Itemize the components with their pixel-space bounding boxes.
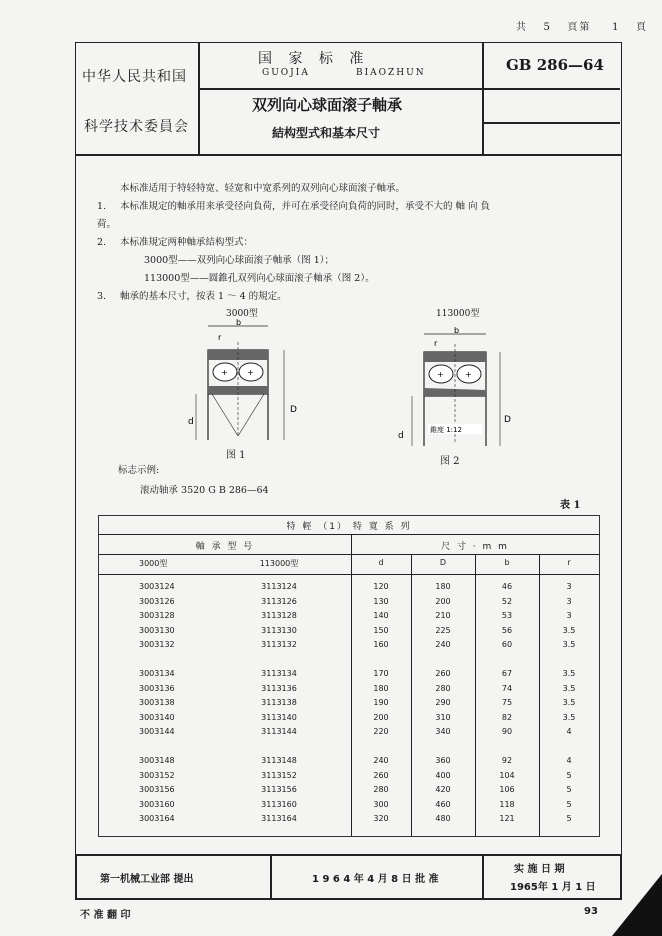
fig1-dim-r: r (218, 333, 222, 342)
table-cell: 3003164 (139, 814, 175, 824)
table-cell: 3113164 (261, 814, 297, 824)
approval-date: 1 9 6 4 年 4 月 8 日 批 准 (312, 874, 439, 885)
table-cell: 3003128 (139, 611, 175, 621)
table-cell: 3113144 (261, 727, 297, 737)
table-cell: 3113148 (261, 756, 297, 765)
table-cell: 140 (373, 611, 389, 621)
table-row (99, 669, 599, 683)
table-cell: 75 (501, 698, 513, 708)
table-cell: 3113160 (261, 799, 297, 809)
table-row (99, 800, 599, 814)
standard-code: GB 286—64 (506, 56, 604, 74)
marking-example: 滚动轴承 3520 G B 286—64 (140, 485, 269, 496)
table-cell: 5 (566, 799, 572, 809)
table-row (99, 785, 599, 799)
table-cell: 3003148 (139, 756, 175, 765)
doc-subtitle: 結构型式和基本尺寸 (272, 126, 381, 140)
table-cell: 3113136 (261, 683, 297, 693)
fig2-type-label: 113000型 (436, 309, 480, 319)
table-row (99, 727, 599, 741)
table-cell: 3.5 (562, 683, 576, 693)
table-cell: 90 (501, 727, 513, 737)
table-cell: 3113152 (261, 770, 297, 780)
table-cell: 160 (373, 640, 389, 650)
item-1: 1. 本标准規定的軸承用来承受径向負荷，并可在承受径向負荷的同时，承受不大的 軸 向 負 (97, 201, 491, 212)
fig1-dim-b: b (236, 318, 242, 327)
table-header-row: 3000型 113000型 d D b r (139, 558, 571, 568)
table-cell: 3003160 (139, 799, 175, 809)
no-reprint: 不 准 翻 印 (80, 910, 131, 921)
issuer-committee: 科学技术委員会 (84, 119, 189, 135)
table-cell: 4 (566, 756, 572, 765)
fig1-drawing (170, 316, 310, 444)
table-group-model: 軸 承 型 号 (195, 542, 255, 552)
table-cell: 150 (373, 625, 389, 635)
table-caption: 表 1 (560, 500, 581, 511)
svg-text:+: + (221, 368, 228, 377)
table-cell: 3 (566, 582, 572, 591)
table-cell: 67 (501, 669, 513, 678)
item-1-cont: 荷。 (97, 219, 117, 230)
table-cell: 3003124 (139, 582, 175, 591)
table-cell: 5 (566, 785, 572, 795)
table-cell: 225 (435, 625, 451, 635)
fig1-caption: 图 1 (226, 450, 246, 461)
table-cell: 420 (435, 785, 451, 795)
table-cell: 360 (435, 756, 451, 765)
table-cell: 3 (566, 611, 572, 621)
table-row (99, 582, 599, 596)
table-cell: 200 (373, 712, 389, 722)
header-divider-left (198, 42, 200, 154)
table-cell: 3003136 (139, 683, 175, 693)
fig1-dim-D: D (290, 405, 297, 415)
table-cell: 56 (501, 625, 513, 635)
intro-paragraph: 本标准适用于特轻特宽、轻宽和中宽系列的双列向心球面滚子軸承。 (120, 183, 406, 194)
table-cell: 3003126 (139, 596, 175, 606)
svg-text:+: + (465, 370, 472, 379)
page-counter: 共 5 頁第 1 頁 (515, 22, 648, 33)
fig2-caption: 图 2 (440, 456, 460, 467)
table-row (99, 698, 599, 712)
fig2-dim-D: D (504, 415, 511, 425)
table-cell: 46 (501, 582, 513, 591)
dimension-table (98, 515, 600, 837)
table-cell: 310 (435, 712, 451, 722)
table-row (99, 684, 599, 698)
svg-text:+: + (437, 370, 444, 379)
table-cell: 3113126 (261, 596, 297, 606)
table-row (99, 756, 599, 770)
table-cell: 3.5 (562, 625, 576, 635)
fig1-type-label: 3000型 (226, 309, 258, 319)
effective-label: 实 施 日 期 (514, 864, 565, 875)
table-cell: 190 (373, 698, 389, 708)
table-group-dims: 尺 寸 · m m (441, 542, 509, 552)
fig2-dim-r: r (434, 339, 438, 348)
table-cell: 3.5 (562, 669, 576, 678)
table-row (99, 640, 599, 654)
table-cell: 3113130 (261, 625, 297, 635)
effective-date: 1965年 1 月 1 日 (510, 882, 596, 893)
table-cell: 260 (435, 669, 451, 678)
table-row (99, 814, 599, 828)
table-cell: 3 (566, 596, 572, 606)
table-cell: 170 (373, 669, 389, 678)
table-cell: 3.5 (562, 712, 576, 722)
table-cell: 53 (501, 611, 513, 621)
table-cell: 340 (435, 727, 451, 737)
table-cell: 92 (501, 756, 513, 765)
table-cell: 82 (501, 712, 513, 722)
table-cell: 74 (501, 683, 513, 693)
table-cell: 480 (435, 814, 451, 824)
table-cell: 3113140 (261, 712, 297, 722)
standard-type: 国 家 标 准 (258, 51, 370, 67)
doc-title: 双列向心球面滚子軸承 (252, 96, 403, 114)
table-cell: 5 (566, 814, 572, 824)
table-cell: 460 (435, 799, 451, 809)
table-cell: 3003132 (139, 640, 175, 650)
issuer-country: 中华人民共和国 (82, 69, 187, 85)
table-cell: 60 (501, 640, 513, 650)
table-cell: 300 (373, 799, 389, 809)
table-cell: 3003134 (139, 669, 175, 678)
table-cell: 320 (373, 814, 389, 824)
header-divider-mid (198, 88, 620, 90)
table-cell: 118 (499, 799, 515, 809)
table-cell: 3003138 (139, 698, 175, 708)
table-cell: 4 (566, 727, 572, 737)
table-cell: 106 (499, 785, 515, 795)
table-cell: 200 (435, 596, 451, 606)
table-cell: 5 (566, 770, 572, 780)
fig2-taper: 錐度 1:12 (430, 426, 462, 434)
table-cell: 3.5 (562, 640, 576, 650)
proposer: 第一机械工业部 提出 (100, 874, 194, 885)
fig2-dim-b: b (454, 326, 460, 335)
table-cell: 3.5 (562, 698, 576, 708)
fig2-drawing (394, 326, 534, 454)
table-cell: 3003130 (139, 625, 175, 635)
table-row (99, 611, 599, 625)
header-divider-right (482, 42, 484, 154)
table-cell: 121 (499, 814, 515, 824)
header-divider-small (482, 122, 620, 124)
table-cell: 52 (501, 596, 513, 606)
table-row (99, 713, 599, 727)
table-cell: 220 (373, 727, 389, 737)
table-cell: 130 (373, 596, 389, 606)
marking-label: 标志示例: (118, 465, 160, 476)
table-cell: 3003156 (139, 785, 175, 795)
header-divider-bottom (75, 154, 622, 156)
table-cell: 3113128 (261, 611, 297, 621)
table-cell: 104 (499, 770, 515, 780)
table-cell: 3003152 (139, 770, 175, 780)
table-cell: 400 (435, 770, 451, 780)
table-cell: 3113156 (261, 785, 297, 795)
item-2: 2. 本标准規定两种軸承結构型式： (97, 237, 254, 248)
table-cell: 180 (373, 683, 389, 693)
standard-pinyin-2: BIAOZHUN (356, 68, 426, 78)
page-number: 93 (584, 906, 598, 917)
table-row (99, 597, 599, 611)
table-row (99, 626, 599, 640)
item-2-type-1: 3000型——双列向心球面滚子軸承（图 1）； (144, 255, 334, 266)
table-cell: 3113132 (261, 640, 297, 650)
table-cell: 260 (373, 770, 389, 780)
fig2-dim-d: d (398, 431, 404, 441)
table-cell: 280 (373, 785, 389, 795)
table-cell: 3113134 (261, 669, 297, 678)
table-cell: 3003140 (139, 712, 175, 722)
table-cell: 3113138 (261, 698, 297, 708)
table-cell: 180 (435, 582, 451, 591)
svg-text:+: + (247, 368, 254, 377)
item-2-type-2: 113000型——圆錐孔双列向心球面滚子軸承（图 2）。 (144, 273, 375, 284)
table-series-title: 特 輕 （1） 特 寬 系 列 (286, 522, 412, 532)
table-cell: 240 (373, 756, 389, 765)
table-cell: 3113124 (261, 582, 297, 591)
table-cell: 240 (435, 640, 451, 650)
page-corner-fold (612, 874, 662, 936)
table-cell: 120 (373, 582, 389, 591)
item-3: 3. 軸承的基本尺寸，按表 1 ～ 4 的規定。 (97, 291, 287, 302)
fig1-dim-d: d (188, 417, 194, 427)
standard-pinyin-1: GUOJIA (262, 68, 310, 78)
table-cell: 210 (435, 611, 451, 621)
table-cell: 290 (435, 698, 451, 708)
table-row (99, 771, 599, 785)
table-cell: 3003144 (139, 727, 175, 737)
table-cell: 280 (435, 683, 451, 693)
